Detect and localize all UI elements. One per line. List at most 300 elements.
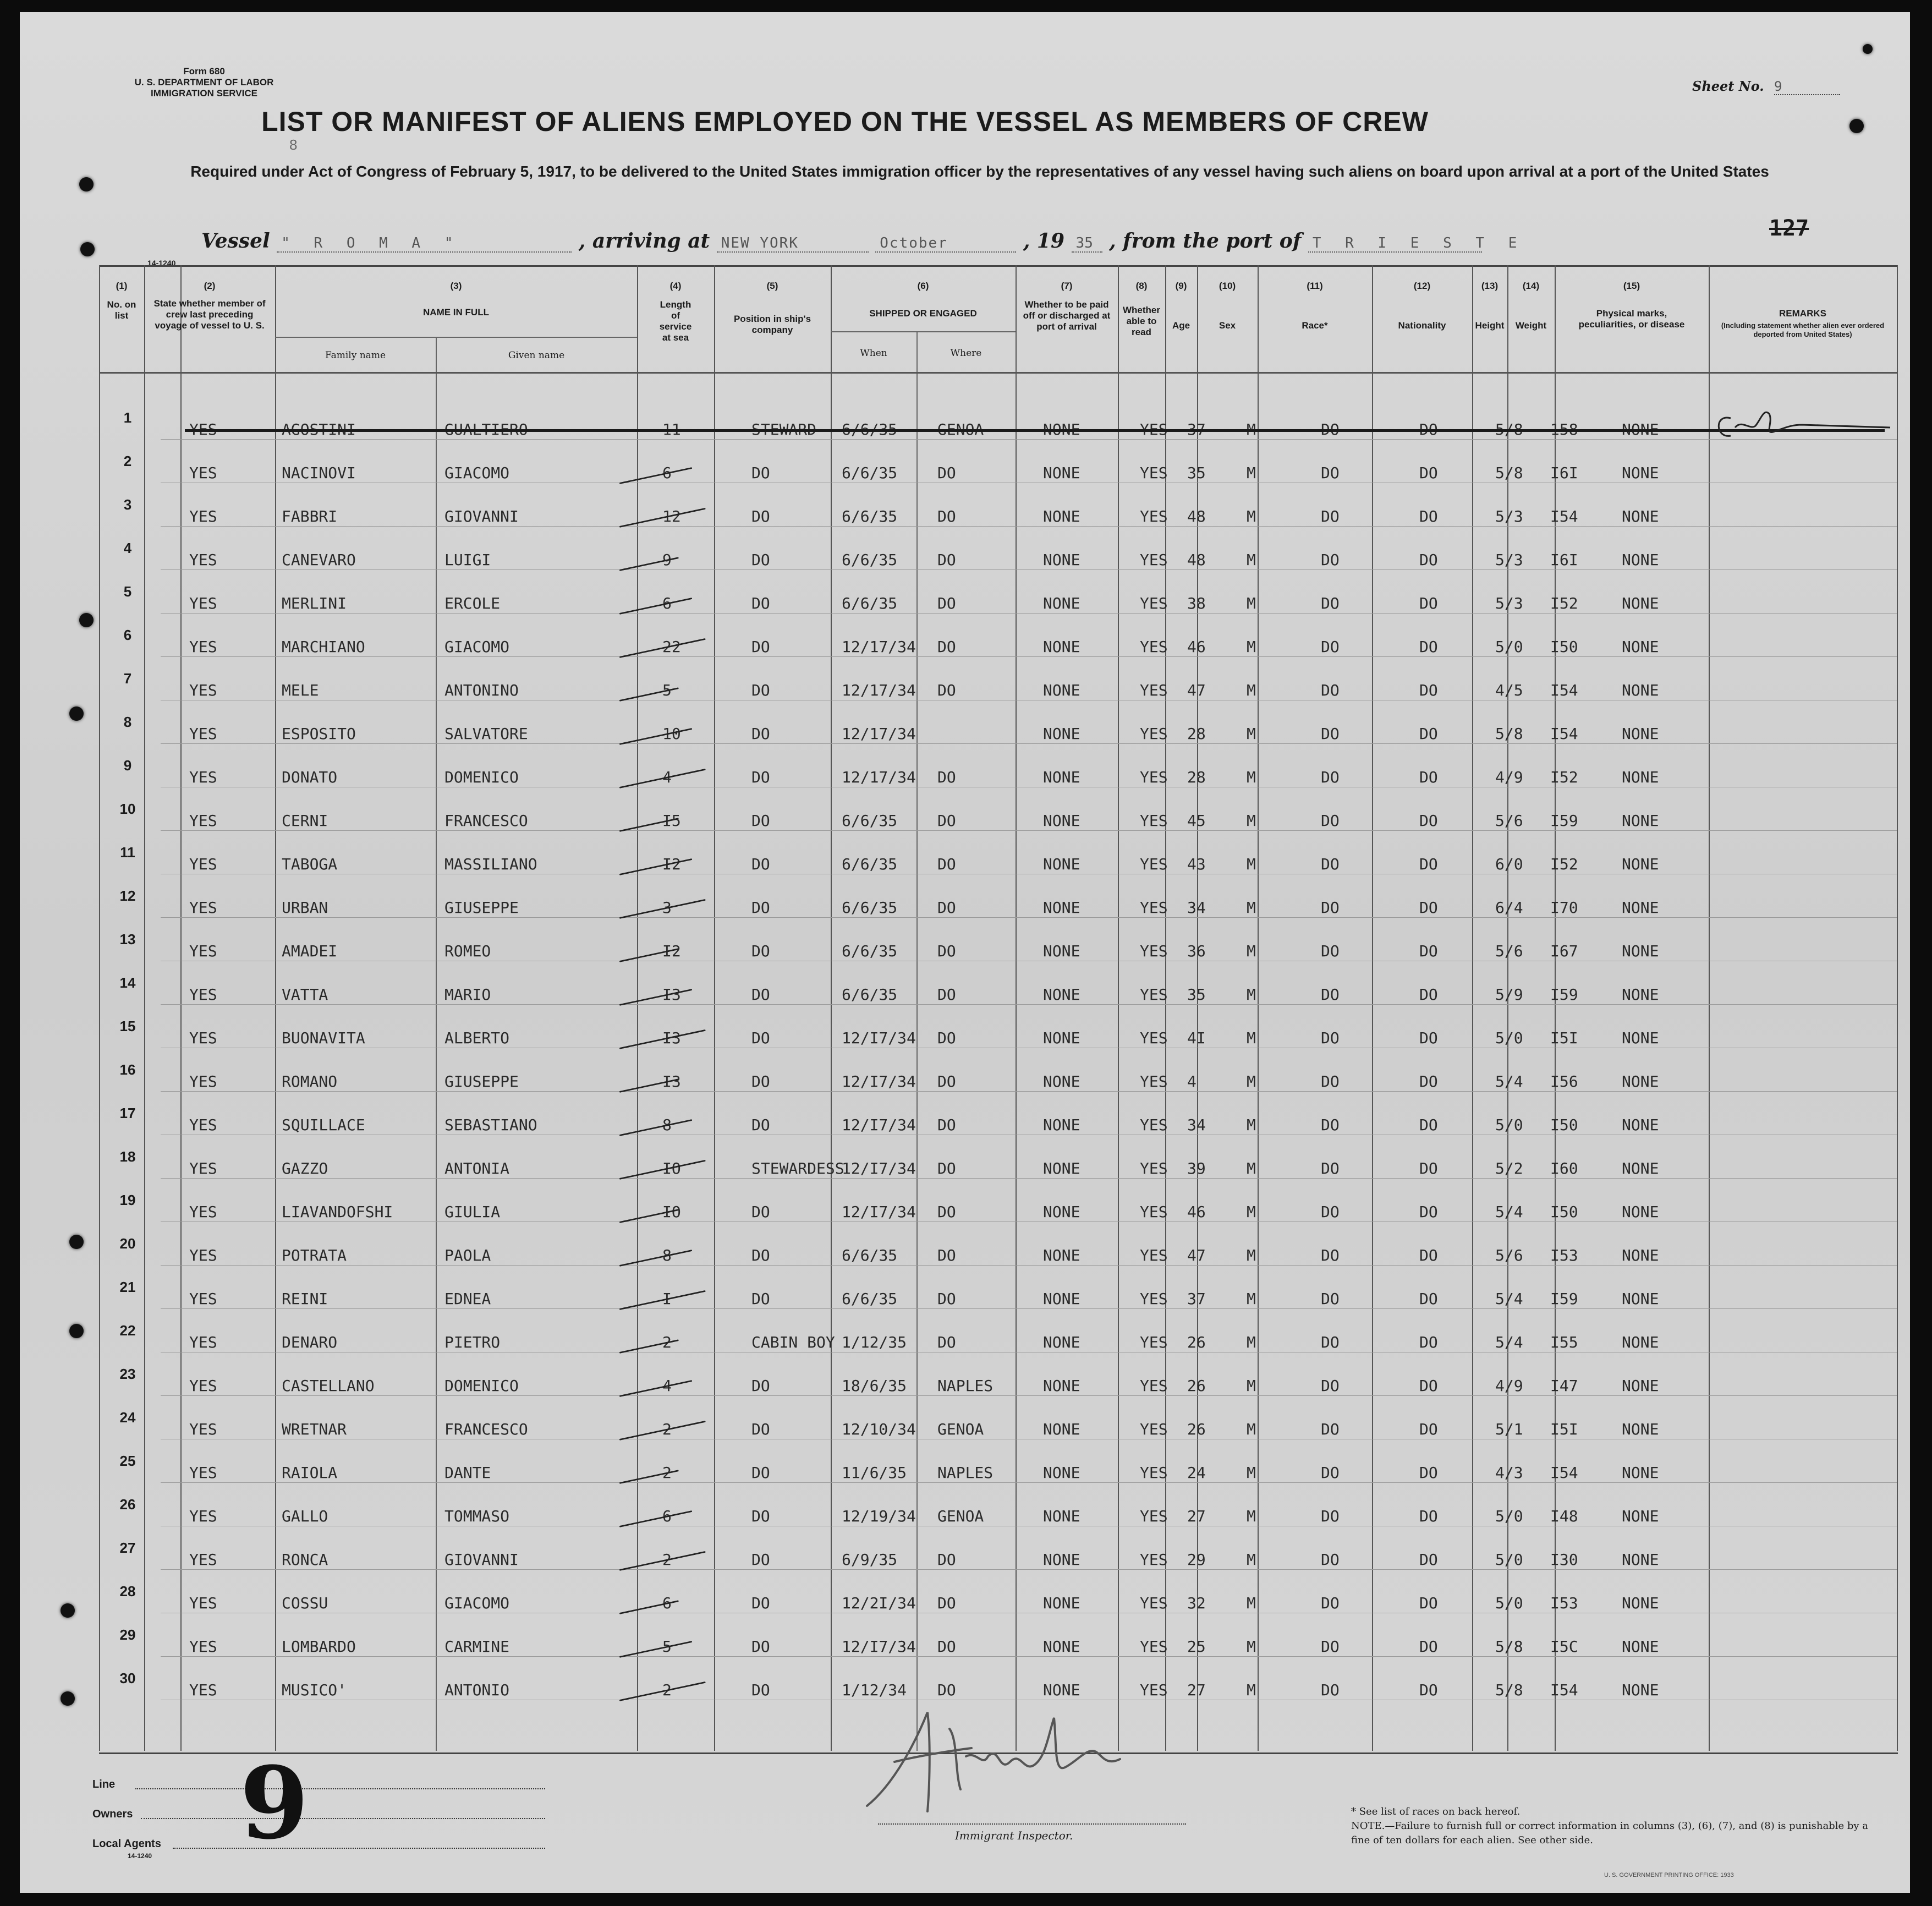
able-to-read: YES: [1140, 1290, 1168, 1308]
height: 5/0: [1495, 1029, 1523, 1047]
paid-off: NONE: [1043, 1290, 1080, 1308]
shipped-where: NAPLES: [937, 1377, 994, 1395]
punch-hole: [61, 1691, 75, 1706]
age: 26: [1187, 1420, 1206, 1438]
weight: I5I: [1550, 1420, 1578, 1438]
family-name: GALLO: [282, 1507, 328, 1525]
length-of-service: 4: [662, 768, 672, 786]
crew-us-voyage: YES: [189, 551, 217, 569]
height: 5/8: [1495, 1681, 1523, 1699]
race: DO: [1321, 507, 1340, 525]
weight: I55: [1550, 1333, 1578, 1351]
physical-marks: NONE: [1622, 855, 1659, 873]
row-number: 1: [123, 409, 132, 426]
sex: M: [1247, 1637, 1256, 1656]
given-name: CARMINE: [444, 1637, 510, 1656]
nationality: DO: [1419, 1681, 1438, 1699]
shipped-where: DO: [937, 1594, 956, 1612]
length-of-service: I2: [662, 855, 681, 873]
nationality: DO: [1419, 1159, 1438, 1177]
row-number: 3: [123, 496, 132, 513]
weight: I53: [1550, 1594, 1578, 1612]
height: 5/6: [1495, 1246, 1523, 1264]
physical-marks: NONE: [1622, 638, 1659, 656]
physical-marks: NONE: [1622, 1029, 1659, 1047]
family-name: URBAN: [282, 899, 328, 917]
weight: I54: [1550, 725, 1578, 743]
shipped-when: 6/6/35: [842, 551, 898, 569]
position: DO: [751, 812, 770, 830]
shipped-where: DO: [937, 1551, 956, 1569]
length-of-service: 11: [662, 420, 681, 439]
shipped-when: 12/I7/34: [842, 1203, 916, 1221]
sex: M: [1247, 1464, 1256, 1482]
header-num: (4): [669, 281, 682, 291]
shipped-where: GENOA: [937, 1507, 984, 1525]
age: 47: [1187, 1246, 1206, 1264]
position: DO: [751, 464, 770, 482]
shipped-where: DO: [937, 1203, 956, 1221]
paid-off: NONE: [1043, 899, 1080, 917]
row-number: 24: [119, 1409, 136, 1426]
race: DO: [1321, 464, 1340, 482]
header-col1: [102, 281, 141, 321]
position: DO: [751, 1681, 770, 1699]
shipped-where: DO: [937, 1637, 956, 1656]
row-number: 9: [123, 757, 132, 774]
height: 5/4: [1495, 1290, 1523, 1308]
given-name: PAOLA: [444, 1246, 491, 1264]
row-number: 23: [119, 1366, 136, 1382]
form-department: U. S. DEPARTMENT OF LABOR: [134, 77, 274, 87]
position: DO: [751, 768, 770, 786]
sex: M: [1247, 594, 1256, 612]
paid-off: NONE: [1043, 594, 1080, 612]
arriving-label: , arriving at: [578, 229, 710, 253]
stamp-code: 14-1240: [147, 259, 176, 267]
shipped-where: DO: [937, 1116, 956, 1134]
crew-us-voyage: YES: [189, 1029, 217, 1047]
header-col6: [831, 281, 1016, 319]
height: 4/3: [1495, 1464, 1523, 1482]
length-of-service: 6: [662, 1507, 672, 1525]
length-of-service: 3: [662, 899, 672, 917]
paid-off: NONE: [1043, 1333, 1080, 1351]
position: DO: [751, 594, 770, 612]
family-name: FABBRI: [282, 507, 338, 525]
age: 48: [1187, 551, 1206, 569]
weight: I50: [1550, 1203, 1578, 1221]
crew-us-voyage: YES: [189, 1681, 217, 1699]
paid-off: NONE: [1043, 1116, 1080, 1134]
length-of-service: IO: [662, 1203, 681, 1221]
shipped-where: DO: [937, 1072, 956, 1091]
able-to-read: YES: [1140, 1464, 1168, 1482]
shipped-when: 1/12/34: [842, 1681, 907, 1699]
height: 5/8: [1495, 1637, 1523, 1656]
shipped-when: 6/6/35: [842, 507, 898, 525]
paid-off: NONE: [1043, 464, 1080, 482]
physical-marks: NONE: [1622, 1420, 1659, 1438]
header-label: Age: [1172, 320, 1190, 331]
length-of-service: I3: [662, 1072, 681, 1091]
height: 5/3: [1495, 507, 1523, 525]
age: 4I: [1187, 1029, 1206, 1047]
nationality: DO: [1419, 1551, 1438, 1569]
shipped-when: 6/6/35: [842, 855, 898, 873]
year-label: , 19: [1023, 229, 1064, 253]
sex: M: [1247, 1159, 1256, 1177]
weight: I59: [1550, 812, 1578, 830]
age: 36: [1187, 942, 1206, 960]
sex: M: [1247, 1420, 1256, 1438]
weight: I56: [1550, 1072, 1578, 1091]
nationality: DO: [1419, 464, 1438, 482]
height: 5/2: [1495, 1159, 1523, 1177]
age: 28: [1187, 768, 1206, 786]
position: DO: [751, 1116, 770, 1134]
race: DO: [1321, 1029, 1340, 1047]
weight: I59: [1550, 985, 1578, 1004]
race: DO: [1321, 899, 1340, 917]
departure-port: T R I E S T E: [1308, 235, 1482, 253]
age: 29: [1187, 1551, 1206, 1569]
length-of-service: 6: [662, 464, 672, 482]
race: DO: [1321, 1333, 1340, 1351]
paid-off: NONE: [1043, 812, 1080, 830]
nationality: DO: [1419, 942, 1438, 960]
physical-marks: NONE: [1622, 768, 1659, 786]
physical-marks: NONE: [1622, 1203, 1659, 1221]
punch-hole: [1849, 119, 1864, 133]
sex: M: [1247, 1116, 1256, 1134]
sex: M: [1247, 507, 1256, 525]
able-to-read: YES: [1140, 942, 1168, 960]
arrival-date: October: [875, 235, 1016, 253]
sex: M: [1247, 1203, 1256, 1221]
shipped-when: 12/I7/34: [842, 1072, 916, 1091]
given-name: GIOVANNI: [444, 507, 519, 525]
punch-hole: [79, 177, 94, 191]
given-name: EDNEA: [444, 1290, 491, 1308]
age: 37: [1187, 420, 1206, 439]
crew-us-voyage: YES: [189, 1203, 217, 1221]
position: DO: [751, 1029, 770, 1047]
position: DO: [751, 681, 770, 699]
length-of-service: I3: [662, 1029, 681, 1047]
header-label: State whether member of crew last preceding voyage of vessel to U. S.: [153, 298, 266, 331]
paid-off: NONE: [1043, 507, 1080, 525]
given-name: GIUSEPPE: [444, 899, 519, 917]
manifest-table: [99, 265, 1898, 1754]
nationality: DO: [1419, 1377, 1438, 1395]
paid-off: NONE: [1043, 1594, 1080, 1612]
able-to-read: YES: [1140, 899, 1168, 917]
header-remarks: [1709, 308, 1897, 339]
shipped-where: DO: [937, 942, 956, 960]
crew-us-voyage: YES: [189, 1551, 217, 1569]
shipped-when: 6/6/35: [842, 594, 898, 612]
crew-us-voyage: YES: [189, 1464, 217, 1482]
race: DO: [1321, 1072, 1340, 1091]
able-to-read: YES: [1140, 812, 1168, 830]
nationality: DO: [1419, 594, 1438, 612]
given-name: SALVATORE: [444, 725, 528, 743]
punch-hole: [1863, 44, 1873, 54]
crew-us-voyage: YES: [189, 985, 217, 1004]
race: DO: [1321, 1246, 1340, 1264]
header-num: (10): [1219, 281, 1236, 291]
row-number: 29: [119, 1626, 136, 1643]
age: 43: [1187, 855, 1206, 873]
race: DO: [1321, 1551, 1340, 1569]
shipped-where: DO: [937, 551, 956, 569]
row-number: 22: [119, 1322, 136, 1339]
printer-credit: U. S. GOVERNMENT PRINTING OFFICE: 1933: [1604, 1872, 1734, 1878]
physical-marks: NONE: [1622, 1333, 1659, 1351]
age: 24: [1187, 1464, 1206, 1482]
row-number: 21: [119, 1279, 136, 1295]
nationality: DO: [1419, 768, 1438, 786]
sex: M: [1247, 855, 1256, 873]
length-of-service: 12: [662, 507, 681, 525]
nationality: DO: [1419, 1290, 1438, 1308]
punch-hole: [69, 706, 84, 721]
age: 35: [1187, 464, 1206, 482]
race: DO: [1321, 638, 1340, 656]
crew-us-voyage: YES: [189, 1246, 217, 1264]
shipped-when: 11/6/35: [842, 1464, 907, 1482]
family-name: POTRATA: [282, 1246, 347, 1264]
given-name: FRANCESCO: [444, 1420, 528, 1438]
physical-marks: NONE: [1622, 1159, 1659, 1177]
position: DO: [751, 1072, 770, 1091]
row-number: 16: [119, 1061, 136, 1078]
sex: M: [1247, 1681, 1256, 1699]
header-label: SHIPPED OR ENGAGED: [869, 308, 977, 319]
paid-off: NONE: [1043, 725, 1080, 743]
paid-off: NONE: [1043, 1159, 1080, 1177]
height: 5/8: [1495, 420, 1523, 439]
height: 5/3: [1495, 594, 1523, 612]
able-to-read: YES: [1140, 1072, 1168, 1091]
shipped-where: GENOA: [937, 1420, 984, 1438]
crew-us-voyage: YES: [189, 1116, 217, 1134]
nationality: DO: [1419, 1637, 1438, 1656]
race: DO: [1321, 1420, 1340, 1438]
sex: M: [1247, 1551, 1256, 1569]
header-col4: [637, 281, 714, 343]
sex: M: [1247, 1377, 1256, 1395]
shipped-where: DO: [937, 899, 956, 917]
given-name: GIACOMO: [444, 1594, 510, 1612]
given-name: FRANCESCO: [444, 812, 528, 830]
physical-marks: NONE: [1622, 942, 1659, 960]
given-name: ANTONIA: [444, 1159, 510, 1177]
length-of-service: 9: [662, 551, 672, 569]
given-name: LUIGI: [444, 551, 491, 569]
height: 5/9: [1495, 985, 1523, 1004]
punch-hole: [69, 1324, 84, 1338]
nationality: DO: [1419, 681, 1438, 699]
header-col10: [1197, 281, 1258, 331]
given-name: ALBERTO: [444, 1029, 510, 1047]
header-label: NAME IN FULL: [423, 307, 489, 317]
sex: M: [1247, 942, 1256, 960]
header-col5: [714, 281, 831, 336]
given-name: TOMMASO: [444, 1507, 510, 1525]
shipped-where: DO: [937, 985, 956, 1004]
position: DO: [751, 1594, 770, 1612]
header-label: No. on list: [107, 299, 136, 321]
race: DO: [1321, 1594, 1340, 1612]
sex: M: [1247, 1029, 1256, 1047]
height: 5/0: [1495, 1551, 1523, 1569]
row-number: 15: [119, 1018, 136, 1034]
family-name: WRETNAR: [282, 1420, 347, 1438]
header-num: (7): [1061, 281, 1073, 291]
shipped-when: 12/10/34: [842, 1420, 916, 1438]
paid-off: NONE: [1043, 420, 1080, 439]
sex: M: [1247, 899, 1256, 917]
position: DO: [751, 1377, 770, 1395]
header-num: (2): [204, 281, 216, 291]
physical-marks: NONE: [1622, 985, 1659, 1004]
given-name: MARIO: [444, 985, 491, 1004]
physical-marks: NONE: [1622, 681, 1659, 699]
row-number: 27: [119, 1540, 136, 1556]
shipped-where: DO: [937, 464, 956, 482]
nationality: DO: [1419, 1333, 1438, 1351]
note-penalty: NOTE.—Failure to furnish full or correct information in columns (3), (6), (7), and (8) is punishable by a fine of ten dollars for each alien. See other side.: [1351, 1820, 1868, 1846]
physical-marks: NONE: [1622, 1072, 1659, 1091]
physical-marks: NONE: [1622, 594, 1659, 612]
able-to-read: YES: [1140, 1551, 1168, 1569]
physical-marks: NONE: [1622, 812, 1659, 830]
header-num: (5): [766, 281, 778, 291]
header-num: (11): [1307, 281, 1323, 291]
shipped-when: 12/17/34: [842, 768, 916, 786]
nationality: DO: [1419, 1116, 1438, 1134]
age: 27: [1187, 1681, 1206, 1699]
shipped-where: DO: [937, 638, 956, 656]
family-name: ROMANO: [282, 1072, 338, 1091]
position: DO: [751, 855, 770, 873]
family-name: CERNI: [282, 812, 328, 830]
weight: 158: [1550, 420, 1578, 439]
header-label: Sex: [1219, 320, 1236, 331]
race: DO: [1321, 942, 1340, 960]
family-name: MUSICO': [282, 1681, 347, 1699]
given-name: ANTONINO: [444, 681, 519, 699]
paid-off: NONE: [1043, 1681, 1080, 1699]
family-name: MELE: [282, 681, 319, 699]
crew-us-voyage: YES: [189, 1159, 217, 1177]
header-num: (3): [450, 281, 462, 291]
position: DO: [751, 1551, 770, 1569]
header-label: Height: [1475, 320, 1505, 331]
weight: I59: [1550, 1290, 1578, 1308]
family-name: VATTA: [282, 985, 328, 1004]
age: 28: [1187, 725, 1206, 743]
length-of-service: 5: [662, 681, 672, 699]
sex: M: [1247, 1507, 1256, 1525]
weight: I54: [1550, 1681, 1578, 1699]
nationality: DO: [1419, 1420, 1438, 1438]
race: DO: [1321, 1203, 1340, 1221]
shipped-when: 6/6/35: [842, 985, 898, 1004]
age: 38: [1187, 594, 1206, 612]
position: DO: [751, 985, 770, 1004]
shipped-where: NAPLES: [937, 1464, 994, 1482]
nationality: DO: [1419, 1507, 1438, 1525]
family-name: MERLINI: [282, 594, 347, 612]
crew-us-voyage: YES: [189, 464, 217, 482]
footer-stamp-code: 14-1240: [128, 1852, 152, 1860]
position: DO: [751, 1203, 770, 1221]
arrival-port: NEW YORK: [717, 235, 869, 253]
paid-off: NONE: [1043, 1072, 1080, 1091]
nationality: DO: [1419, 1029, 1438, 1047]
given-name: SEBASTIANO: [444, 1116, 537, 1134]
nationality: DO: [1419, 507, 1438, 525]
header-given-name: Given name: [508, 350, 565, 361]
race: DO: [1321, 812, 1340, 830]
length-of-service: 8: [662, 1246, 672, 1264]
crew-us-voyage: YES: [189, 681, 217, 699]
weight: I52: [1550, 768, 1578, 786]
inspector-label: Immigrant Inspector.: [955, 1829, 1073, 1842]
sex: M: [1247, 1290, 1256, 1308]
manifest-sheet: [20, 12, 1910, 1893]
header-num: (1): [116, 281, 128, 291]
row-number: 13: [119, 931, 136, 947]
from-port-label: , from the port of: [1109, 229, 1302, 253]
shipped-when: 12/17/34: [842, 725, 916, 743]
shipped-when: 6/6/35: [842, 464, 898, 482]
shipped-where: DO: [937, 1246, 956, 1264]
able-to-read: YES: [1140, 464, 1168, 482]
family-name: COSSU: [282, 1594, 328, 1612]
able-to-read: YES: [1140, 855, 1168, 873]
able-to-read: YES: [1140, 1681, 1168, 1699]
able-to-read: YES: [1140, 681, 1168, 699]
race: DO: [1321, 1159, 1340, 1177]
page-title: LIST OR MANIFEST OF ALIENS EMPLOYED ON THE VESSEL AS MEMBERS OF CREW: [261, 106, 1429, 137]
shipped-where: GENOA: [937, 420, 984, 439]
position: DO: [751, 551, 770, 569]
row-number: 26: [119, 1496, 136, 1513]
sex: M: [1247, 638, 1256, 656]
shipped-where: DO: [937, 1029, 956, 1047]
age: 26: [1187, 1333, 1206, 1351]
given-name: GUALTIERO: [444, 420, 528, 439]
weight: I6I: [1550, 551, 1578, 569]
footer-sheet-number: 9: [240, 1745, 309, 1861]
physical-marks: NONE: [1622, 1290, 1659, 1308]
sheet-number-value: 9: [1774, 79, 1840, 95]
height: 5/1: [1495, 1420, 1523, 1438]
shipped-when: 12/I7/34: [842, 1637, 916, 1656]
shipped-when: 12/I7/34: [842, 1159, 916, 1177]
position: DO: [751, 1637, 770, 1656]
weight: I54: [1550, 507, 1578, 525]
position: DO: [751, 942, 770, 960]
row-strikethrough: [185, 429, 1885, 432]
length-of-service: 5: [662, 1637, 672, 1656]
family-name: MARCHIANO: [282, 638, 365, 656]
length-of-service: 8: [662, 1116, 672, 1134]
